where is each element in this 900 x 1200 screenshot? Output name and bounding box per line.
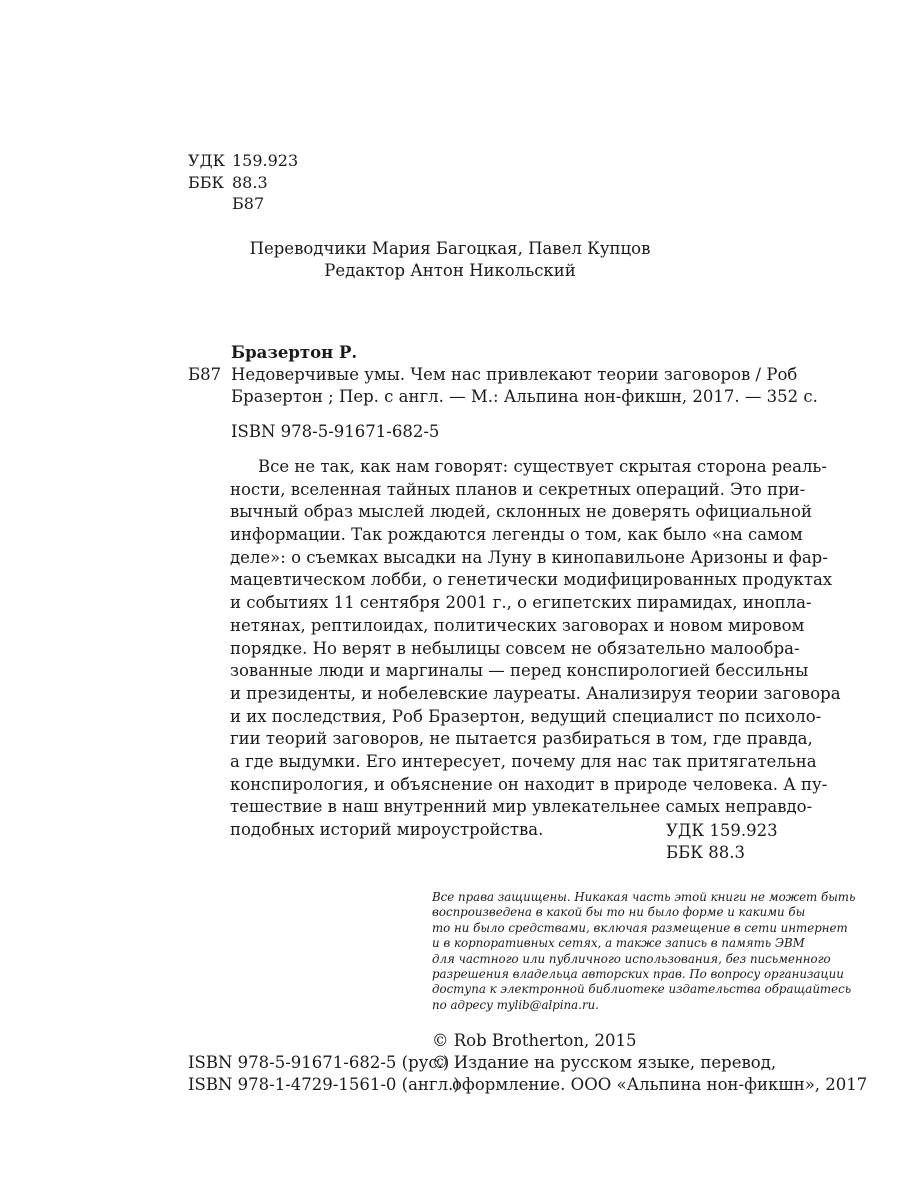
annotation-line: порядке. Но верят в небылицы совсем не обязательно малообра- [230, 638, 800, 658]
annotation-line: и их последствия, Роб Бразертон, ведущий специалист по психоло- [230, 706, 822, 726]
annotation-line: информации. Так рождаются легенды о том, как было «на самом [230, 525, 803, 545]
udk-value: 159.923 [232, 151, 299, 170]
annotation-line: Все не так, как нам говорят: существует скрытая сторона реаль- [258, 457, 827, 476]
rights-line: и в корпоративных сетях, а также запись в память ЭВМ [432, 936, 805, 951]
rights-line: по адресу mylib@alpina.ru. [432, 997, 599, 1012]
annotation-line: конспирология, и объяснение он находит в природе человека. А пу- [230, 774, 828, 794]
bbk-value: 88.3 [232, 173, 268, 192]
editor-line: Редактор Антон Никольский [324, 261, 576, 280]
annotation-line: мацевтическом лобби, о генетически модифицированных продуктах [230, 570, 833, 590]
copyright-author: © Rob Brotherton, 2015 [432, 1031, 637, 1050]
translators-line: Переводчики Мария Багоцкая, Павел Купцов [249, 239, 651, 258]
rights-line: доступа к электронной библиотеке издательства обращайтесь [432, 982, 852, 997]
annotation-line: нетянах, рептилоидах, политических заговорах и новом мировом [230, 615, 805, 635]
annotation-line: зованные люди и маргиналы — перед конспирологией бессильны [230, 661, 809, 681]
annotation-line: и событиях 11 сентября 2001 г., о египетских пирамидах, инопла- [230, 593, 812, 613]
annotation-line: а где выдумки. Его интересует, почему для нас так притягательна [230, 751, 817, 771]
catalog-author-mark: Б87 [188, 365, 222, 384]
footer-bbk: ББК 88.3 [666, 843, 746, 862]
catalog-isbn: ISBN 978-5-91671-682-5 [231, 422, 440, 441]
catalog-title-line-2: Бразертон ; Пер. с англ. — М.: Альпина нон-фикшн, 2017. — 352 с. [231, 387, 818, 406]
rights-line: для частного или публичного использования, без письменного [432, 951, 831, 966]
annotation-line: подобных историй мироустройства. [230, 820, 544, 839]
rights-notice [432, 890, 856, 1013]
rights-line: то ни было средствами, включая размещение в сети интернет [432, 920, 848, 935]
footer-udk: УДК 159.923 [666, 821, 778, 840]
isbn-russian: ISBN 978-5-91671-682-5 (рус.) [188, 1053, 450, 1072]
rights-line: Все права защищены. Никакая часть этой книги не может быть [432, 890, 856, 904]
bbk-label: ББК [188, 173, 224, 192]
rights-line: разрешения владельца авторских прав. По вопросу организации [432, 966, 844, 981]
udk-label: УДК [188, 151, 225, 170]
isbn-english: ISBN 978-1-4729-1561-0 (англ.) [188, 1075, 460, 1094]
annotation-line: тешествие в наш внутренний мир увлекательнее самых неправдо- [230, 797, 813, 817]
annotation-line: ности, вселенная тайных планов и секретных операций. Это при- [230, 479, 806, 499]
catalog-title-line-1: Недоверчивые умы. Чем нас привлекают теории заговоров / Роб [231, 365, 798, 384]
copyright-edition: © Издание на русском языке, перевод, [432, 1053, 777, 1072]
catalog-author: Бразертон Р. [231, 343, 358, 362]
annotation-line: гии теорий заговоров, не пытается разбираться в том, где правда, [230, 729, 813, 749]
annotation-line: и президенты, и нобелевские лауреаты. Анализируя теории заговора [230, 683, 841, 703]
annotation-line: вычный образ мыслей людей, склонных не доверять официальной [230, 502, 812, 522]
annotation-paragraph [230, 456, 841, 842]
author-mark-header: Б87 [232, 194, 265, 213]
rights-line: воспроизведена в какой бы то ни было форме и какими бы [432, 905, 806, 920]
copyright-publisher: оформление. ООО «Альпина нон-фикшн», 2017 [452, 1075, 868, 1094]
annotation-line: деле»: о съемках высадки на Луну в кинопавильоне Аризоны и фар- [230, 547, 828, 567]
